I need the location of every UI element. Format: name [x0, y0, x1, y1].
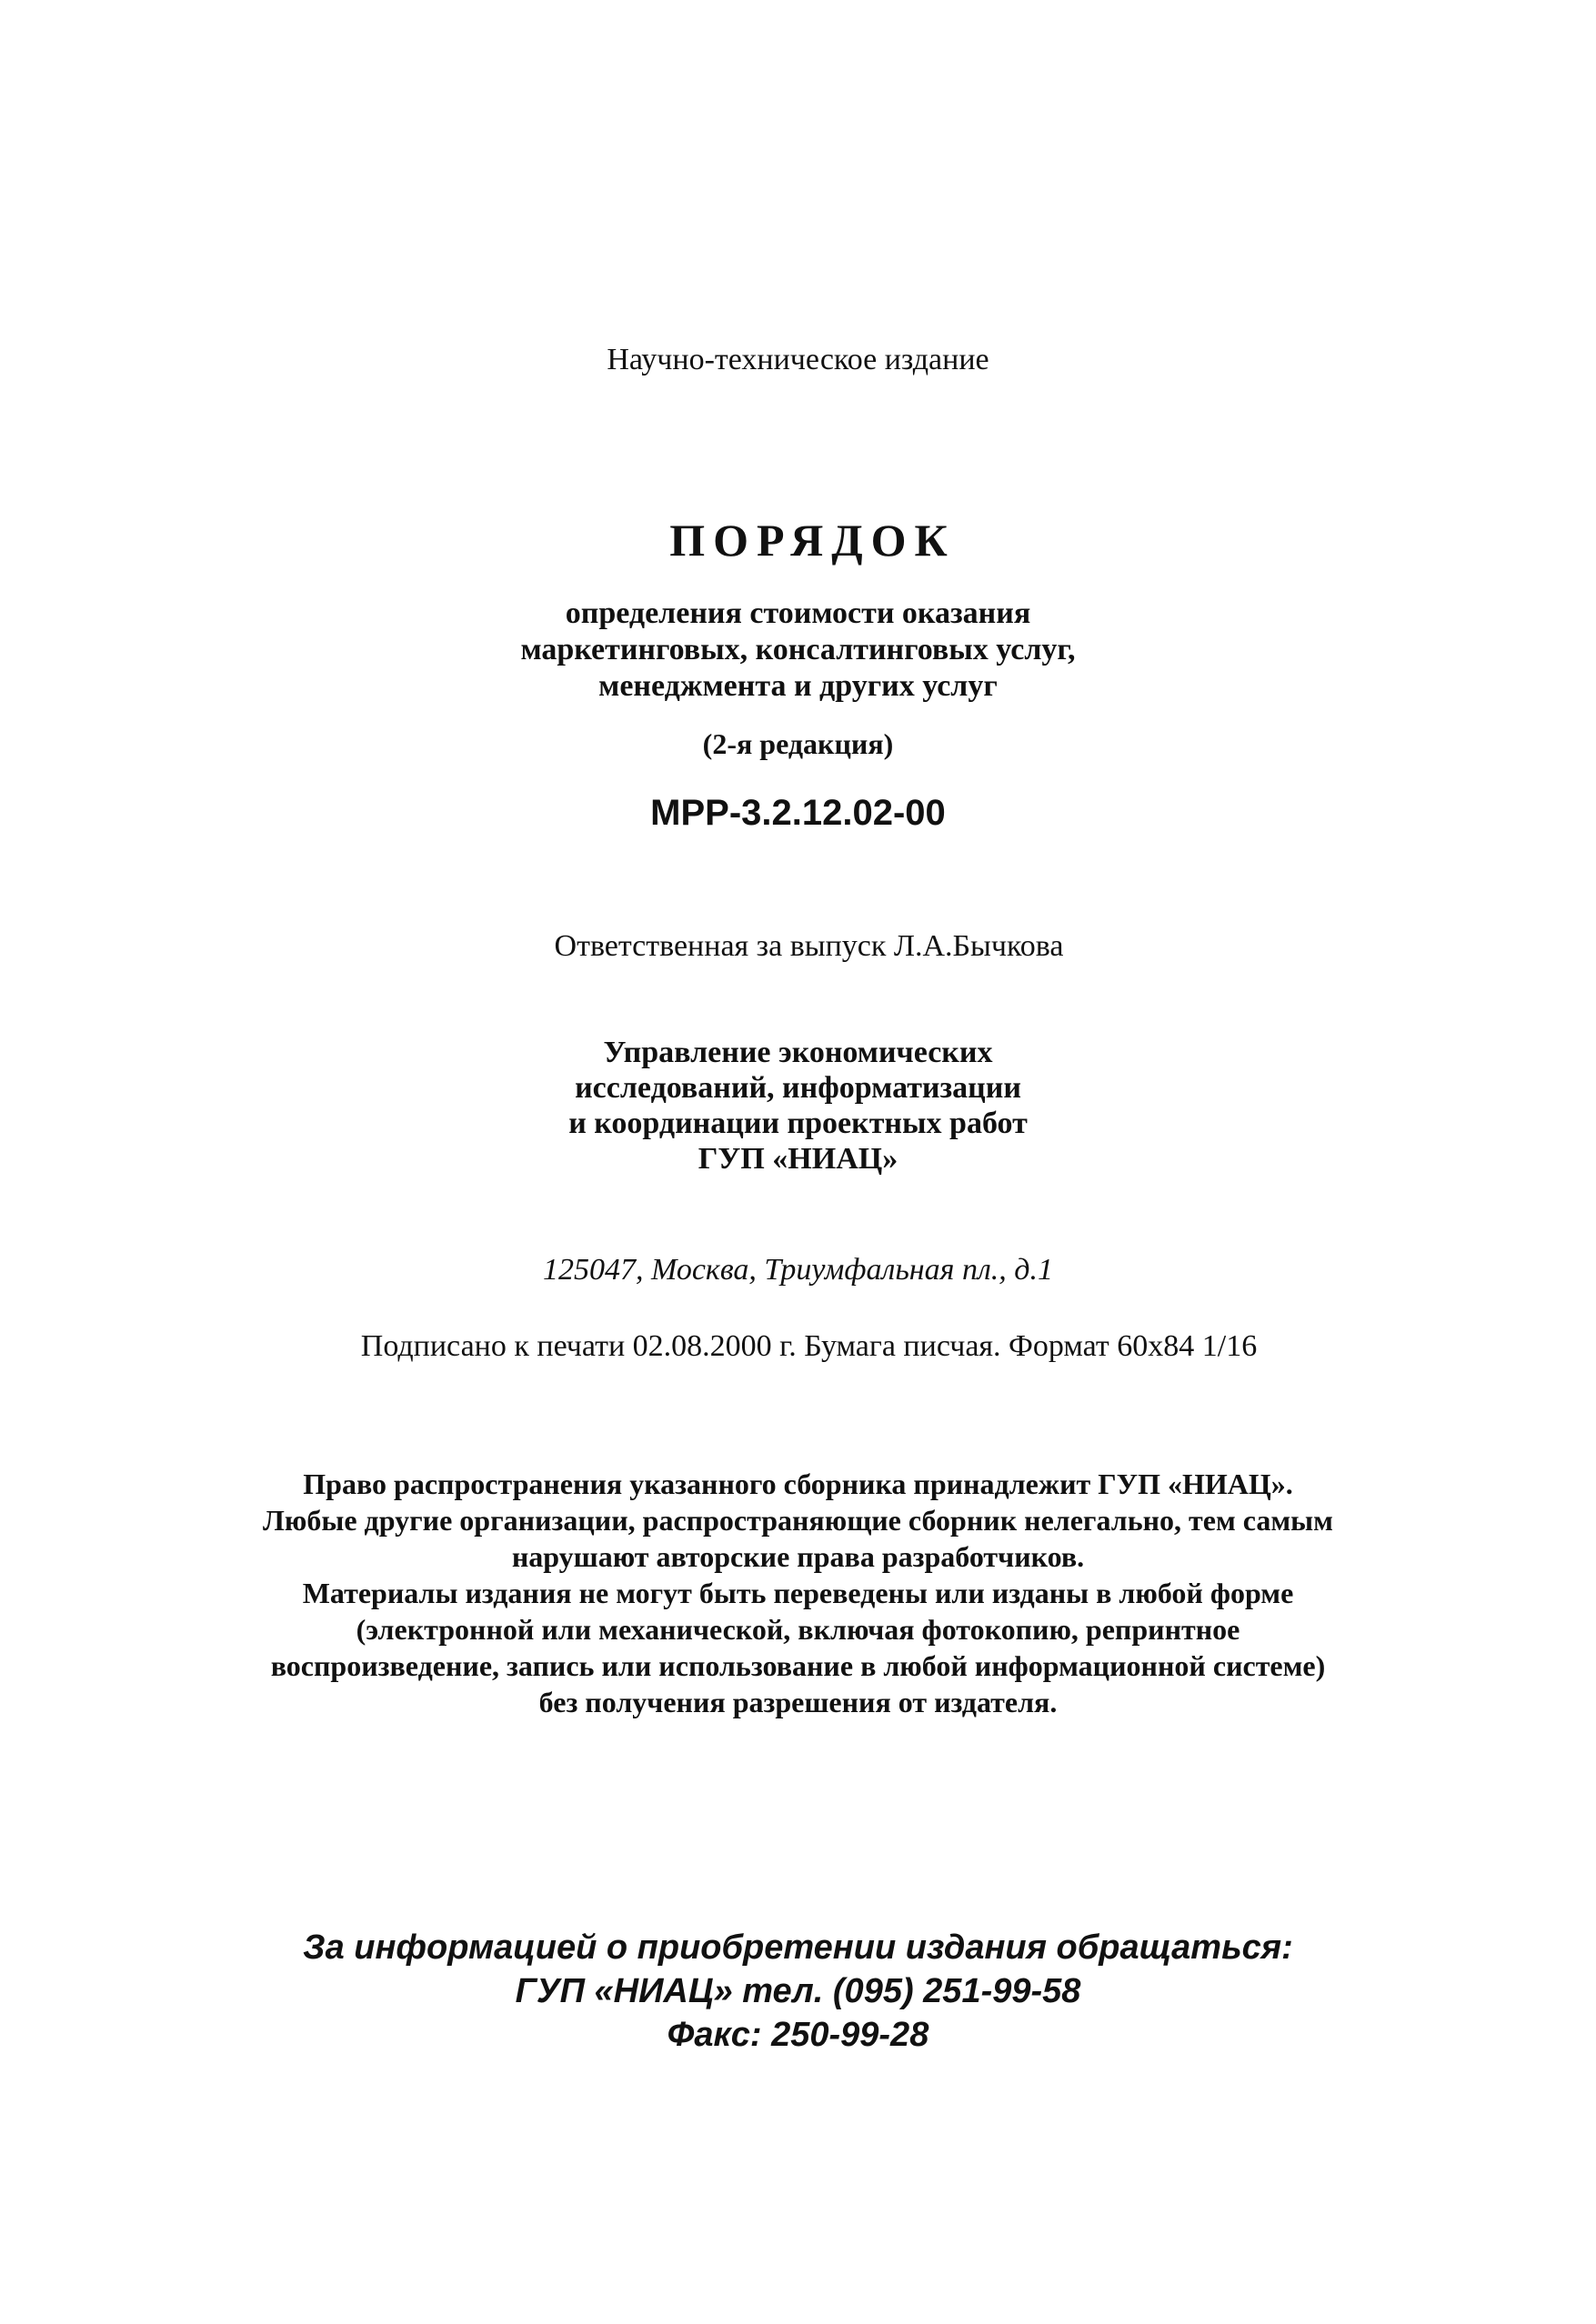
contact-line: За информацией о приобретении издания обращаться: — [303, 1928, 1293, 1967]
copyright-line: без получения разрешения от издателя. — [538, 1686, 1058, 1718]
department-block — [0, 1035, 1596, 1177]
department-line: и координации проектных работ — [568, 1107, 1028, 1140]
copyright-line: нарушают авторские права разработчиков. — [511, 1540, 1085, 1573]
copyright-line: Право распространения указанного сборника принадлежит ГУП «НИАЦ». — [303, 1468, 1293, 1500]
copyright-line: Материалы издания не могут быть переведены или изданы в любой форме — [302, 1577, 1294, 1609]
publisher-address: 125047, Москва, Триумфальная пл., д.1 — [543, 1253, 1053, 1287]
document-subtitle — [0, 596, 1596, 705]
responsible-person: Ответственная за выпуск Л.А.Бычкова — [554, 929, 1064, 963]
document-code: МРР-3.2.12.02-00 — [650, 793, 946, 833]
department-line: исследований, информатизации — [575, 1071, 1021, 1105]
contact-info — [0, 1926, 1596, 2057]
department-line: ГУП «НИАЦ» — [698, 1142, 898, 1176]
copyright-line: (электронной или механической, включая фотокопию, репринтное — [356, 1613, 1240, 1646]
contact-line: ГУП «НИАЦ» тел. (095) 251-99-58 — [515, 1972, 1081, 2010]
document-title: ПОРЯДОК — [669, 515, 956, 566]
subtitle-line: маркетинговых, консалтинговых услуг, — [520, 633, 1076, 666]
copyright-line: Любые другие организации, распространяющие сборник нелегально, тем самым — [263, 1504, 1333, 1537]
department-line: Управление экономических — [603, 1036, 993, 1069]
edition-type: Научно-техническое издание — [607, 343, 989, 376]
copyright-line: воспроизведение, запись или использование в любой информационной системе) — [270, 1649, 1326, 1682]
revision-note: (2-я редакция) — [702, 727, 894, 760]
subtitle-line: менеджмента и других услуг — [598, 669, 998, 703]
subtitle-line: определения стоимости оказания — [565, 596, 1031, 630]
copyright-notice — [0, 1466, 1596, 1720]
print-info: Подписано к печати 02.08.2000 г. Бумага писчая. Формат 60х84 1/16 — [360, 1329, 1258, 1363]
contact-line: Факс: 250-99-28 — [667, 2016, 929, 2054]
